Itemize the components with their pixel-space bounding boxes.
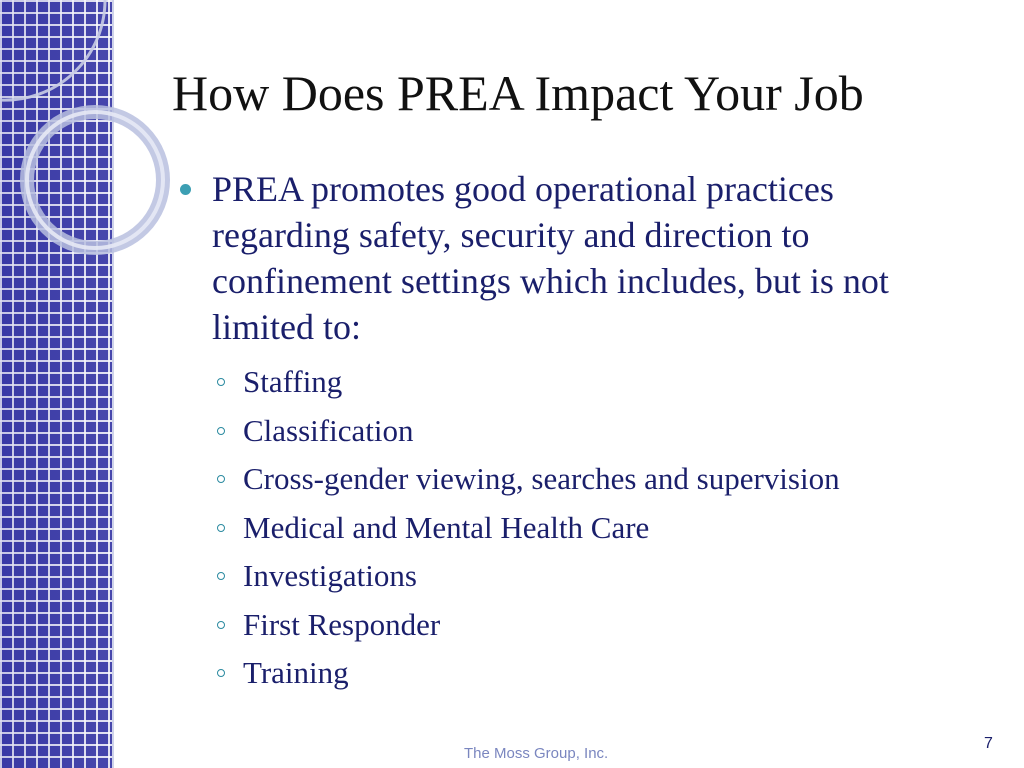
sub-bullet-text: First Responder bbox=[243, 606, 441, 642]
sub-bullet-text: Medical and Mental Health Care bbox=[243, 509, 650, 545]
sub-bullet-item bbox=[212, 358, 978, 407]
sub-bullet-item bbox=[212, 407, 978, 456]
hollow-circle-bullet-icon bbox=[217, 572, 225, 580]
hollow-circle-bullet-icon bbox=[217, 427, 225, 435]
hollow-circle-bullet-icon bbox=[217, 475, 225, 483]
slide-title: How Does PREA Impact Your Job bbox=[172, 65, 864, 121]
hollow-circle-bullet-icon bbox=[217, 621, 225, 629]
main-bullet-text: PREA promotes good operational practices regarding safety, security and direction to confinement settings which includes, but is not limited to: bbox=[212, 169, 889, 347]
sub-bullet-text: Investigations bbox=[243, 558, 417, 593]
sub-bullet-text: Cross-gender viewing, searches and supervision bbox=[243, 461, 840, 496]
sub-bullet-item bbox=[212, 601, 978, 650]
sub-bullet-item bbox=[212, 552, 978, 601]
sub-bullet-item bbox=[212, 455, 978, 504]
sub-bullet-text: Staffing bbox=[243, 364, 343, 399]
sub-bullet-item bbox=[212, 649, 978, 698]
hollow-circle-bullet-icon bbox=[217, 669, 225, 677]
hollow-circle-bullet-icon bbox=[217, 378, 225, 386]
hollow-circle-bullet-icon bbox=[217, 524, 225, 532]
sub-bullet-item bbox=[212, 504, 978, 553]
sub-bullet-list bbox=[178, 358, 978, 698]
sub-bullet-text: Training bbox=[243, 655, 349, 690]
decorative-rings-graphic bbox=[0, 0, 130, 260]
bullet-content bbox=[178, 166, 978, 698]
footer-company-name: The Moss Group, Inc. bbox=[464, 745, 609, 762]
main-bullet-item bbox=[178, 166, 978, 350]
sub-bullet-text: Classification bbox=[243, 412, 414, 448]
page-number: 7 bbox=[984, 735, 993, 752]
filled-circle-bullet-icon bbox=[180, 184, 191, 195]
